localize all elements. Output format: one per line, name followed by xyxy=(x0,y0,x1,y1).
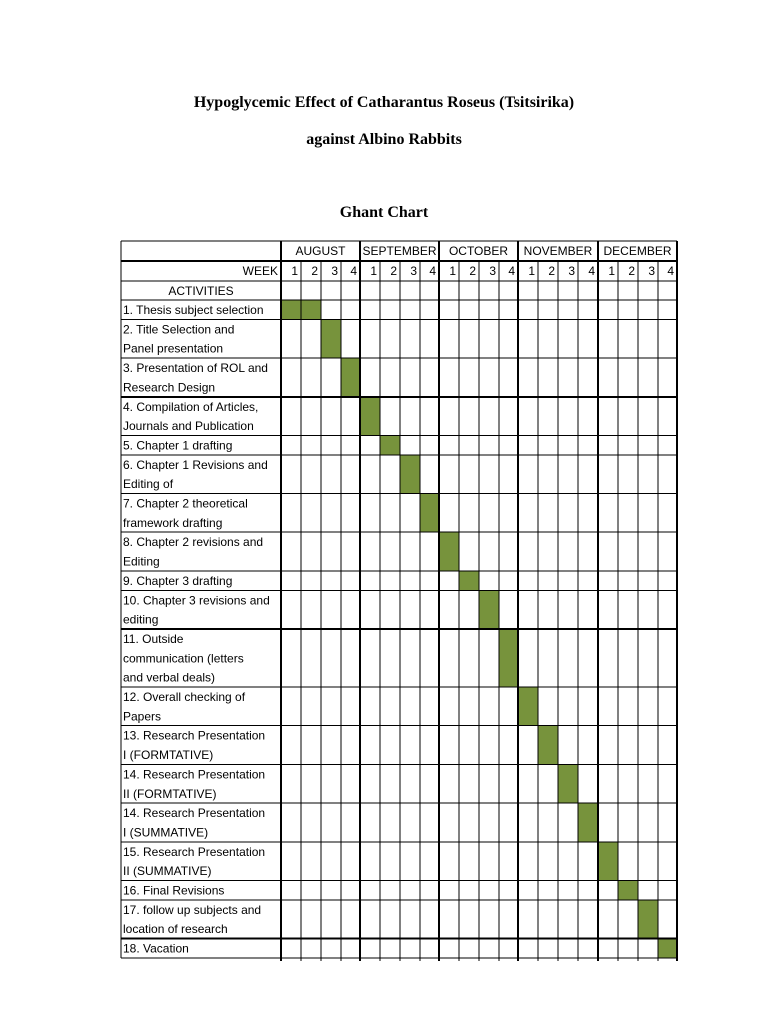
activity-label: Research Design xyxy=(123,380,216,395)
activity-label: 1. Thesis subject selection xyxy=(123,303,264,317)
month-header-december: DECEMBER xyxy=(603,244,672,258)
activity-label: 12. Overall checking of xyxy=(123,690,246,704)
gantt-bar xyxy=(638,900,658,939)
activity-label: Editing of xyxy=(123,477,174,492)
activity-label: I (FORMTATIVE) xyxy=(123,748,214,763)
gantt-bar xyxy=(420,494,439,533)
gantt-bar xyxy=(380,435,400,454)
month-header-october: OCTOBER xyxy=(448,244,509,258)
week-number: 3 xyxy=(331,264,338,278)
week-number: 4 xyxy=(429,264,436,278)
week-number: 2 xyxy=(390,264,397,278)
week-label: WEEK xyxy=(242,264,278,278)
gantt-bar xyxy=(598,842,618,881)
gantt-bar xyxy=(439,532,459,571)
week-number: 1 xyxy=(449,264,456,278)
week-number: 1 xyxy=(291,264,298,278)
week-number: 1 xyxy=(528,264,535,278)
gantt-bar xyxy=(281,300,301,319)
gantt-bar xyxy=(558,764,578,803)
gantt-bar xyxy=(518,687,538,726)
activity-label: framework drafting xyxy=(123,515,223,530)
activity-label: II (SUMMATIVE) xyxy=(123,864,212,879)
week-number: 4 xyxy=(350,264,357,278)
activity-label: 11. Outside xyxy=(123,631,184,646)
gantt-bar xyxy=(538,726,558,765)
document-title-line-2: against Albino Rabbits xyxy=(306,131,462,148)
activity-label: 16. Final Revisions xyxy=(123,883,225,898)
activity-label: 14. Research Presentation xyxy=(123,806,266,821)
week-number: 2 xyxy=(311,264,318,278)
activity-label: 8. Chapter 2 revisions and xyxy=(123,535,264,550)
activity-label: II (FORMTATIVE) xyxy=(123,786,217,801)
week-number: 1 xyxy=(370,264,377,278)
gantt-bar xyxy=(499,629,518,687)
activity-label: location of research xyxy=(123,922,228,937)
activity-label: 14. Research Presentation xyxy=(123,767,266,782)
activity-label: I (SUMMATIVE) xyxy=(123,825,209,840)
activity-label: 15. Research Presentation xyxy=(123,844,266,859)
gantt-bar xyxy=(321,319,341,358)
activity-label: 3. Presentation of ROL and xyxy=(123,361,268,376)
gantt-bar xyxy=(360,397,380,436)
week-number: 3 xyxy=(410,264,417,278)
gantt-bar xyxy=(400,455,420,494)
week-number: 1 xyxy=(608,264,615,278)
gantt-bar xyxy=(341,358,360,397)
week-number: 2 xyxy=(548,264,555,278)
month-header-september: SEPTEMBER xyxy=(362,244,437,258)
activity-label: editing xyxy=(123,612,159,627)
activity-label: Editing xyxy=(123,554,160,569)
week-number: 3 xyxy=(489,264,496,278)
activity-label: 7. Chapter 2 theoretical xyxy=(123,496,248,511)
week-number: 4 xyxy=(667,264,674,278)
activity-label: Panel presentation xyxy=(123,341,224,356)
activity-label: 4. Compilation of Articles, xyxy=(123,399,259,414)
activity-label: 10. Chapter 3 revisions and xyxy=(123,593,270,608)
gantt-bar xyxy=(578,803,598,842)
activity-label: 9. Chapter 3 drafting xyxy=(123,573,233,588)
week-number: 2 xyxy=(469,264,476,278)
activity-label: 13. Research Presentation xyxy=(123,728,266,743)
week-number: 3 xyxy=(648,264,655,278)
activity-label: 17. follow up subjects and xyxy=(123,902,262,917)
gantt-bar xyxy=(459,571,479,590)
gantt-bar xyxy=(479,590,499,629)
week-number: 4 xyxy=(588,264,595,278)
activity-label: 18. Vacation xyxy=(123,941,189,956)
document-title-line-1: Hypoglycemic Effect of Catharantus Roseus (Tsitsirika) xyxy=(193,94,575,111)
gantt-bar xyxy=(618,881,638,900)
activities-header: ACTIVITIES xyxy=(168,284,234,298)
activity-label: 5. Chapter 1 drafting xyxy=(123,438,233,453)
week-number: 2 xyxy=(628,264,635,278)
activity-label: 2. Title Selection and xyxy=(123,322,235,337)
week-number: 4 xyxy=(508,264,515,278)
gantt-bar xyxy=(658,939,677,958)
month-header-november: NOVEMBER xyxy=(523,244,593,258)
activity-label: communication (letters xyxy=(123,651,244,666)
activity-label: 6. Chapter 1 Revisions and xyxy=(123,457,268,472)
gantt-bar xyxy=(301,300,321,319)
month-header-august: AUGUST xyxy=(295,244,346,258)
activity-label: and verbal deals) xyxy=(123,670,216,685)
week-number: 3 xyxy=(568,264,575,278)
gantt-chart-title: Ghant Chart xyxy=(339,204,429,221)
activity-label: Journals and Publication xyxy=(123,419,254,434)
activity-label: Papers xyxy=(123,709,162,724)
